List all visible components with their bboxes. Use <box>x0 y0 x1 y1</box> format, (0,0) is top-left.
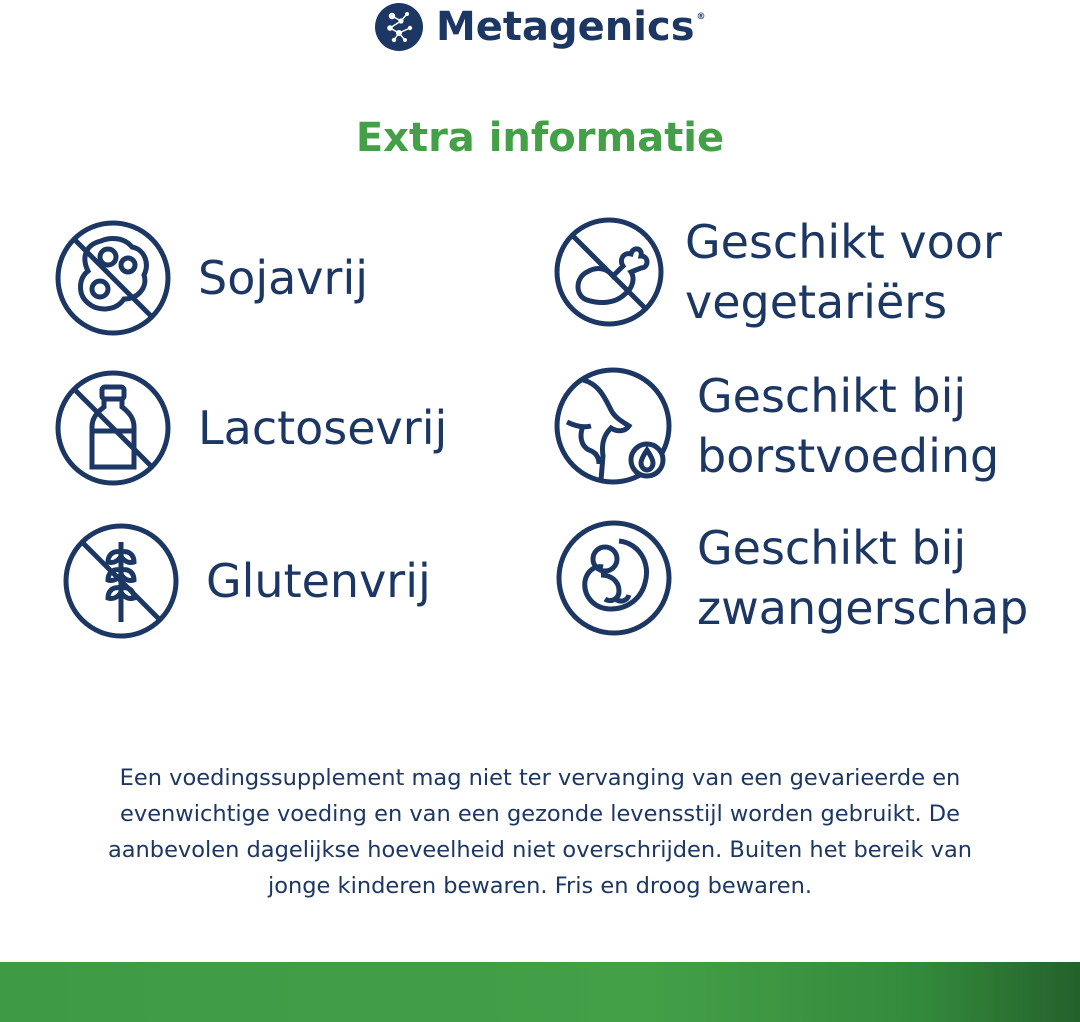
feature-label-line-1: Geschikt bij <box>697 369 967 423</box>
metagenics-logo-icon <box>374 2 424 52</box>
feature-vegetarian <box>553 212 1002 332</box>
no-soy-icon <box>54 219 172 337</box>
no-lactose-icon <box>54 369 172 487</box>
feature-pregnancy <box>555 518 1028 638</box>
pregnancy-icon <box>555 519 673 637</box>
feature-label-line-2: vegetariërs <box>685 275 948 329</box>
feature-label: Glutenvrij <box>206 554 431 608</box>
feature-soy-free <box>54 219 368 337</box>
feature-label-line-1: Geschikt voor <box>685 215 1002 269</box>
section-title: Extra informatie <box>355 115 725 161</box>
feature-lactose-free <box>54 369 447 487</box>
feature-breastfeeding <box>553 366 999 486</box>
footer-band <box>0 962 1080 1022</box>
brand-name: Metagenics <box>436 4 695 50</box>
feature-label: Lactosevrij <box>198 401 448 455</box>
registered-mark: ® <box>696 12 706 22</box>
no-gluten-icon <box>62 522 180 640</box>
breastfeeding-icon <box>553 366 673 486</box>
feature-label-line-1: Geschikt bij <box>697 521 967 575</box>
no-meat-icon <box>553 216 665 328</box>
feature-gluten-free <box>62 522 431 640</box>
feature-label-line-2: zwangerschap <box>697 581 1029 635</box>
disclaimer-text: Een voedingssupplement mag niet ter vervanging van een gevarieerde en evenwichtige voeding en van een gezonde levensstijl worden gebruikt. De aanbevolen dagelijkse hoeveelheid niet overschrijden. Buiten het bereik van jonge kinderen bewaren. Fris en droog bewaren. <box>107 765 973 899</box>
brand-logo <box>374 0 706 54</box>
feature-label: Sojavrij <box>198 251 369 305</box>
feature-label-line-2: borstvoeding <box>697 429 1000 483</box>
